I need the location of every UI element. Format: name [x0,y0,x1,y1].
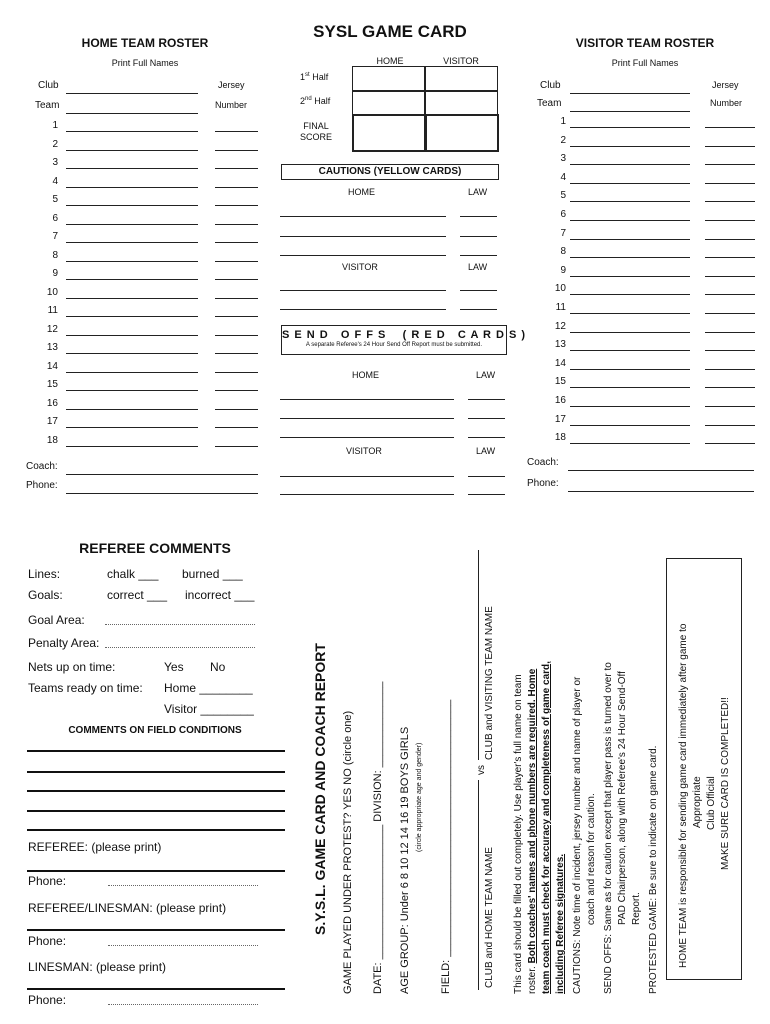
roster-jersey-field[interactable] [705,406,755,407]
roster-jersey-field[interactable] [705,425,755,426]
home-team-name-label: CLUB and HOME TEAM NAME [484,847,495,988]
linesman-name-field[interactable] [27,988,285,990]
chalk-option[interactable]: chalk ___ [107,567,159,581]
nets-no[interactable]: No [210,660,226,674]
roster-row-number: 15 [554,376,566,388]
age-group-note: (circle appropriate age and gender) [416,742,423,852]
home-club-field[interactable] [66,93,198,94]
roster-row-number: 17 [46,416,58,427]
notice-line-3: Club Official [706,776,717,830]
home-club-label: Club [38,80,59,91]
roster-row-number: 13 [554,339,566,351]
score-visitor-1st[interactable] [424,66,498,92]
teams-ready-home[interactable]: Home ________ [164,681,253,695]
roster-row-number: 13 [46,342,58,353]
referee-comments-title: REFEREE COMMENTS [79,540,231,556]
visitor-coach-label: Coach: [527,457,559,468]
ref-linesman-name-field[interactable] [27,929,285,931]
visitor-print-full-names: Print Full Names [611,58,679,68]
roster-jersey-field[interactable] [215,150,258,151]
roster-jersey-field[interactable] [215,427,258,428]
page-title: SYSL GAME CARD [313,22,467,41]
roster-jersey-field[interactable] [215,131,258,132]
roster-row-number: 4 [52,175,58,187]
roster-jersey-field[interactable] [215,409,258,410]
date-division-line[interactable]: DATE: ______________________ DIVISION: ______________ [372,681,384,994]
roster-jersey-field[interactable] [705,164,755,165]
cautions-home-label: HOME [348,187,375,197]
roster-row-number: 12 [554,320,566,332]
roster-jersey-field[interactable] [705,127,755,128]
roster-jersey-field[interactable] [705,387,755,388]
sendoffs-title: S E N D O F F S ( R E D C A R D S ) [282,329,527,341]
sendoffs-home-label: HOME [352,370,379,380]
roster-player-name-field[interactable] [66,279,198,280]
notice-line-2: Appropriate [692,776,703,828]
roster-player-name-field[interactable] [570,294,690,295]
home-jersey-label: Jersey [218,80,245,90]
roster-player-name-field[interactable] [570,425,690,426]
field-line[interactable]: FIELD: __________________________________________ [440,699,452,994]
roster-jersey-field[interactable] [215,261,258,262]
roster-player-name-field[interactable] [570,369,690,370]
roster-row-number: 2 [52,138,58,150]
score-visitor-final[interactable] [424,114,499,152]
cautions-home-law-label: LAW [468,187,488,197]
final-score-label: FINAL SCORE [299,121,332,142]
roster-row-number: 18 [554,432,566,444]
roster-row-number: 6 [52,212,58,224]
roster-jersey-field[interactable] [215,446,258,447]
goals-label: Goals: [28,588,63,602]
roster-player-name-field[interactable] [570,239,690,240]
ref-linesman-phone-label: Phone: [28,934,67,948]
roster-jersey-field[interactable] [705,276,755,277]
roster-jersey-field[interactable] [215,205,258,206]
roster-player-name-field[interactable] [570,350,690,351]
referee-phone-label: Phone: [28,874,67,888]
roster-jersey-field[interactable] [215,372,258,373]
protested-game-instr: PROTESTED GAME: Be sure to indicate on game card. [648,745,659,994]
roster-jersey-field[interactable] [215,187,258,188]
score-home-final[interactable] [352,114,427,152]
sendoffs-visitor-law-label: LAW [476,446,496,456]
nets-label: Nets up on time: [28,660,116,674]
roster-row-number: 11 [555,302,566,313]
home-print-full-names: Print Full Names [111,58,179,68]
incorrect-option[interactable]: incorrect ___ [185,588,255,602]
roster-player-name-field[interactable] [570,201,690,202]
roster-player-name-field[interactable] [570,220,690,221]
roster-row-number: 17 [554,413,566,425]
sendoffs-instr-3: Report. [631,892,642,925]
score-visitor-2nd[interactable] [424,90,498,116]
roster-player-name-field[interactable] [66,353,198,354]
roster-player-name-field[interactable] [66,335,198,336]
protest-question[interactable]: GAME PLAYED UNDER PROTEST? YES NO (circle one) [342,710,354,994]
roster-jersey-field[interactable] [705,239,755,240]
roster-jersey-field[interactable] [705,183,755,184]
roster-row-number: 7 [52,231,58,242]
roster-jersey-field[interactable] [215,279,258,280]
roster-row-number: 4 [560,171,566,183]
instructions-2: roster. Both coaches' names and phone numbers are required. Home [527,668,538,994]
score-home-header: HOME [376,56,404,66]
roster-jersey-field[interactable] [215,298,258,299]
visitor-club-field[interactable] [570,93,690,94]
roster-player-name-field[interactable] [570,164,690,165]
roster-row-number: 3 [560,153,566,165]
visitor-team-field[interactable] [570,111,690,112]
roster-jersey-field[interactable] [705,443,755,444]
roster-player-name-field[interactable] [66,131,198,132]
score-visitor-header: VISITOR [443,56,479,66]
visitor-phone-label: Phone: [527,478,559,489]
sendoffs-note: A separate Referee's 24 Hour Send Off Report must be submitted. [305,342,483,348]
visiting-team-name-label: CLUB and VISITING TEAM NAME [484,606,495,760]
roster-row-number: 7 [560,227,566,239]
home-phone-label: Phone: [26,480,58,491]
roster-row-number: 5 [52,194,58,205]
roster-player-name-field[interactable] [66,409,198,410]
roster-row-number: 9 [560,264,566,276]
roster-player-name-field[interactable] [570,257,690,258]
referee-name-field[interactable] [27,870,285,872]
linesman-label: LINESMAN: (please print) [28,960,167,974]
roster-row-number: 10 [46,286,58,298]
visitor-phone-field[interactable] [568,491,754,492]
burned-option[interactable]: burned ___ [182,567,243,581]
penalty-area-field[interactable] [105,647,255,648]
linesman-phone-field[interactable] [108,1004,258,1005]
home-team-field[interactable] [66,113,198,114]
cautions-instr-1: CAUTIONS: Note time of incident, jersey number and name of player or [572,676,583,994]
roster-jersey-field[interactable] [215,316,258,317]
roster-jersey-field[interactable] [215,242,258,243]
teams-ready-visitor[interactable]: Visitor ________ [164,702,254,716]
roster-row-number: 11 [47,305,58,316]
roster-jersey-field[interactable] [705,332,755,333]
second-half-label: 2nd Half [300,96,331,106]
instructions-1: This card should be filled out completely. Use player's full name on team [513,674,524,994]
roster-jersey-field[interactable] [705,220,755,221]
home-roster-title: HOME TEAM ROSTER [81,36,209,50]
referee-phone-field[interactable] [108,885,258,886]
roster-player-name-field[interactable] [570,313,690,314]
roster-row-number: 1 [560,116,566,127]
ref-linesman-label: REFEREE/LINESMAN: (please print) [28,901,227,915]
visitor-jersey-label: Jersey [712,80,739,90]
sendoffs-box [281,325,527,355]
roster-row-number: 8 [52,249,58,261]
roster-jersey-field[interactable] [705,313,755,314]
roster-player-name-field[interactable] [570,146,690,147]
visitor-roster-title: VISITOR TEAM ROSTER [575,36,715,50]
score-home-1st[interactable] [352,66,426,92]
roster-row-number: 8 [560,246,566,258]
sendoffs-home-law-label: LAW [476,370,496,380]
roster-jersey-field[interactable] [705,369,755,370]
roster-player-name-field[interactable] [570,406,690,407]
instructions-4: including Referee signatures. [555,853,566,994]
teams-ready-label: Teams ready on time: [28,681,143,695]
cautions-visitor-label: VISITOR [342,262,378,272]
cautions-instr-2: coach and reason for caution. [586,793,597,925]
notice-line-4: MAKE SURE CARD IS COMPLETED!! [720,697,731,870]
roster-row-number: 14 [554,357,566,369]
visitor-club-label: Club [540,80,561,91]
roster-player-name-field[interactable] [66,372,198,373]
roster-row-number: 16 [46,397,58,409]
roster-jersey-field[interactable] [215,390,258,391]
roster-jersey-field[interactable] [215,168,258,169]
roster-player-name-field[interactable] [66,427,198,428]
roster-row-number: 5 [560,190,566,202]
visitor-coach-field[interactable] [568,470,754,471]
roster-player-name-field[interactable] [570,127,690,128]
roster-row-number: 6 [560,209,566,220]
score-home-2nd[interactable] [352,90,426,116]
home-phone-field[interactable] [66,493,258,494]
home-coach-label: Coach: [26,461,58,472]
roster-player-name-field[interactable] [570,443,690,444]
lines-label: Lines: [28,567,61,581]
roster-row-number: 14 [46,360,58,372]
instructions-3: team coach must check for accuracy and completeness of game card, [541,661,552,994]
roster-row-number: 3 [52,157,58,168]
visitor-number-label: Number [710,98,743,108]
ref-linesman-phone-field[interactable] [108,945,258,946]
referee-label: REFEREE: (please print) [28,840,162,854]
roster-player-name-field[interactable] [66,242,198,243]
roster-row-number: 18 [46,434,58,446]
roster-row-number: 15 [46,379,58,390]
goal-area-label: Goal Area: [28,613,85,627]
roster-player-name-field[interactable] [66,446,198,447]
correct-option[interactable]: correct ___ [107,588,168,602]
field-conditions-title: COMMENTS ON FIELD CONDITIONS [68,725,242,736]
visitor-team-label: Team [537,98,562,109]
penalty-area-label: Penalty Area: [28,636,100,650]
roster-player-name-field[interactable] [66,168,198,169]
roster-jersey-field[interactable] [215,224,258,225]
roster-player-name-field[interactable] [66,224,198,225]
cautions-title: CAUTIONS (YELLOW CARDS) [281,164,499,180]
age-group-line[interactable]: AGE GROUP: Under 6 8 10 12 14 16 19 BOYS GIRLS [399,726,411,994]
roster-jersey-field[interactable] [215,353,258,354]
roster-row-number: 1 [52,120,58,131]
roster-jersey-field[interactable] [705,146,755,147]
roster-row-number: 2 [560,134,566,146]
roster-row-number: 12 [46,323,58,335]
roster-jersey-field[interactable] [215,335,258,336]
cautions-visitor-law-label: LAW [468,262,488,272]
roster-player-name-field[interactable] [570,183,690,184]
goal-area-field[interactable] [105,624,255,625]
roster-player-name-field[interactable] [570,276,690,277]
roster-player-name-field[interactable] [66,390,198,391]
roster-player-name-field[interactable] [66,205,198,206]
roster-player-name-field[interactable] [66,187,198,188]
home-coach-field[interactable] [66,474,258,475]
visiting-team-name-field[interactable] [478,550,479,760]
roster-row-number: 16 [554,395,566,406]
report-title: S.Y.S.L. GAME CARD AND COACH REPORT [312,643,328,935]
roster-player-name-field[interactable] [570,332,690,333]
roster-player-name-field[interactable] [66,150,198,151]
nets-yes[interactable]: Yes [164,660,184,674]
sendoffs-instr-1: SEND OFFS: Same as for caution except that player pass is turned over to [603,662,614,994]
roster-row-number: 9 [52,268,58,279]
roster-player-name-field[interactable] [66,298,198,299]
first-half-label: 1st Half [300,72,329,82]
roster-player-name-field[interactable] [66,261,198,262]
roster-row-number: 10 [554,283,566,295]
sendoffs-visitor-label: VISITOR [346,446,382,456]
vs-label: vs [476,765,487,775]
notice-line-1: HOME TEAM is responsible for sending game card immediately after game to [678,623,689,968]
home-team-label: Team [35,100,60,111]
roster-jersey-field[interactable] [705,257,755,258]
home-team-name-field[interactable] [478,780,479,990]
roster-jersey-field[interactable] [705,294,755,295]
linesman-phone-label: Phone: [28,993,67,1007]
roster-jersey-field[interactable] [705,350,755,351]
sendoffs-instr-2: PAD Chairperson, along with Referee's 24 Hour Send-Off [617,671,628,925]
roster-jersey-field[interactable] [705,201,755,202]
roster-player-name-field[interactable] [570,387,690,388]
home-number-label: Number [215,100,248,110]
roster-player-name-field[interactable] [66,316,198,317]
